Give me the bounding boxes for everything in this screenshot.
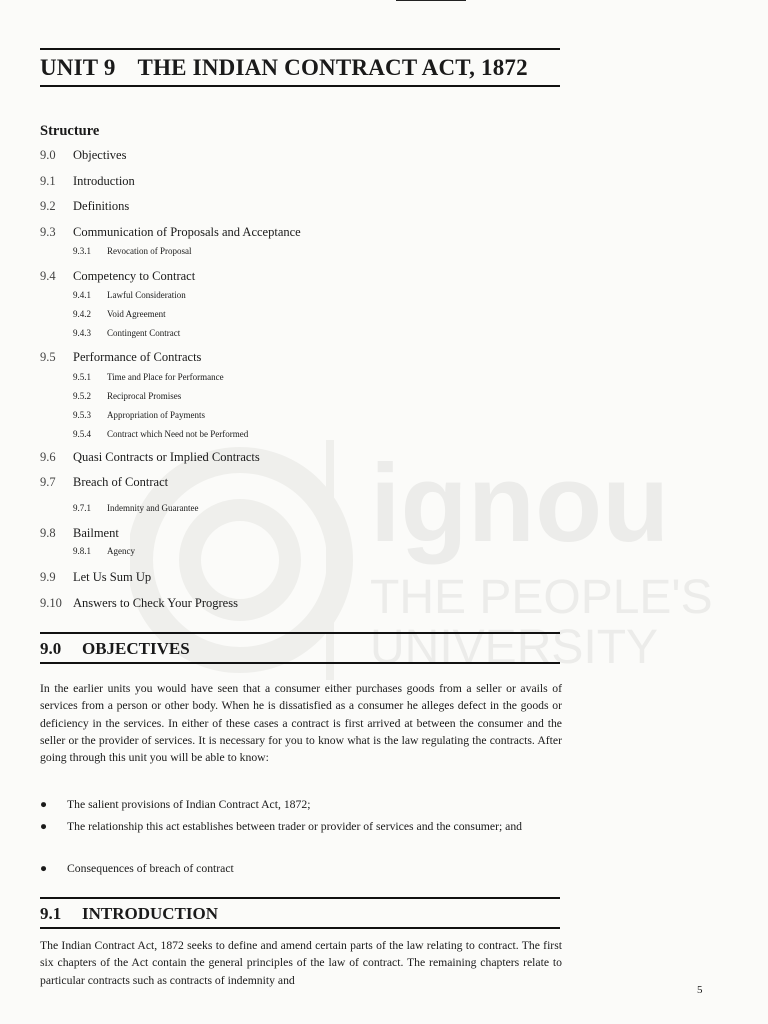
- list-item-text: The salient provisions of Indian Contract Act, 1872;: [67, 798, 311, 811]
- introduction-paragraph: The Indian Contract Act, 1872 seeks to define and amend certain parts of the law relating to contract. The first six chapters of the Act contain the general principles of the law of contract. The remaining chapters relate to particular contracts such as contracts of indemnity and: [40, 939, 562, 987]
- toc-item-number: 9.3.1: [73, 246, 91, 256]
- toc-item-number: 9.4: [40, 269, 56, 283]
- toc-item-label: Objectives: [73, 148, 127, 162]
- watermark-word: ignou: [370, 442, 670, 565]
- section-number: 9.0: [40, 639, 62, 658]
- toc-item-label: Performance of Contracts: [73, 350, 202, 364]
- watermark-line-2: UNIVERSITY: [370, 621, 659, 674]
- toc-item-label: Definitions: [73, 199, 130, 213]
- bullet-icon: ●: [40, 798, 48, 811]
- structure-heading: Structure: [40, 123, 100, 139]
- introduction-heading: [40, 897, 560, 929]
- toc-item-label: Let Us Sum Up: [73, 570, 152, 584]
- toc-item-label: Communication of Proposals and Acceptance: [73, 225, 301, 239]
- toc-item-number: 9.1: [40, 174, 56, 188]
- objectives-heading: [40, 632, 560, 664]
- toc-item-label: Answers to Check Your Progress: [73, 596, 238, 610]
- toc-item-label: Breach of Contract: [73, 475, 169, 489]
- toc-item-number: 9.4.3: [73, 328, 91, 338]
- toc-item-label: Lawful Consideration: [107, 290, 186, 300]
- toc-item-number: 9.9: [40, 570, 56, 584]
- unit-title: [40, 48, 560, 87]
- toc-item-label: Contingent Contract: [107, 328, 181, 338]
- list-item-text: The relationship this act establishes between trader or provider of services and the consumer; and: [67, 820, 523, 833]
- toc-item-label: Revocation of Proposal: [107, 246, 192, 256]
- watermark-line-1: THE PEOPLE'S: [370, 571, 713, 624]
- toc-item-label: Agency: [107, 546, 135, 556]
- page-number: 5: [697, 984, 703, 996]
- toc-item-label: Time and Place for Performance: [107, 372, 224, 382]
- toc-item-number: 9.0: [40, 148, 56, 162]
- objectives-paragraph: In the earlier units you would have seen that a consumer either purchases goods from a seller or avails of services from a person or other body. When he is dissatisfied as a consumer he alleges defect in the goods or deficiency in the services. In either of these cases a contract is first arrived at between the consumer and the seller or the provider of services. It is necessary for you to know what is the law regulating the contracts. After going through this unit you will be able to know:: [40, 682, 562, 765]
- toc-item-number: 9.4.2: [73, 309, 91, 319]
- section-title: INTRODUCTION: [82, 904, 219, 923]
- toc-item-number: 9.4.1: [73, 290, 91, 300]
- toc-item-number: 9.8: [40, 526, 56, 540]
- unit-title-text: THE INDIAN CONTRACT ACT, 1872: [137, 55, 528, 80]
- toc-item-label: Competency to Contract: [73, 269, 196, 283]
- toc-item-number: 9.7.1: [73, 503, 91, 513]
- toc-item-label: Reciprocal Promises: [107, 391, 182, 401]
- toc-item-number: 9.2: [40, 199, 56, 213]
- section-title: OBJECTIVES: [82, 639, 190, 658]
- toc-item-number: 9.5: [40, 350, 56, 364]
- unit-number: UNIT 9: [40, 55, 116, 80]
- toc-item-number: 9.6: [40, 450, 56, 464]
- toc-item-number: 9.7: [40, 475, 56, 489]
- list-item-text: Consequences of breach of contract: [67, 862, 234, 875]
- toc-item-number: 9.5.4: [73, 429, 91, 439]
- toc-item-label: Indemnity and Guarantee: [107, 503, 199, 513]
- toc-item-number: 9.3: [40, 225, 56, 239]
- toc-item-number: 9.5.2: [73, 391, 91, 401]
- toc-item-label: Contract which Need not be Performed: [107, 429, 249, 439]
- toc-item-label: Bailment: [73, 526, 119, 540]
- toc-item-number: 9.8.1: [73, 546, 91, 556]
- bullet-icon: ●: [40, 820, 48, 833]
- toc-item-label: Void Agreement: [107, 309, 166, 319]
- section-number: 9.1: [40, 904, 62, 923]
- top-rule: [396, 0, 466, 1]
- toc-item-number: 9.5.1: [73, 372, 91, 382]
- toc-item-label: Quasi Contracts or Implied Contracts: [73, 450, 260, 464]
- toc-item-number: 9.5.3: [73, 410, 91, 420]
- toc-item-label: Introduction: [73, 174, 135, 188]
- toc-item-number: 9.10: [40, 596, 62, 610]
- toc-item-label: Appropriation of Payments: [107, 410, 205, 420]
- bullet-icon: ●: [40, 862, 48, 875]
